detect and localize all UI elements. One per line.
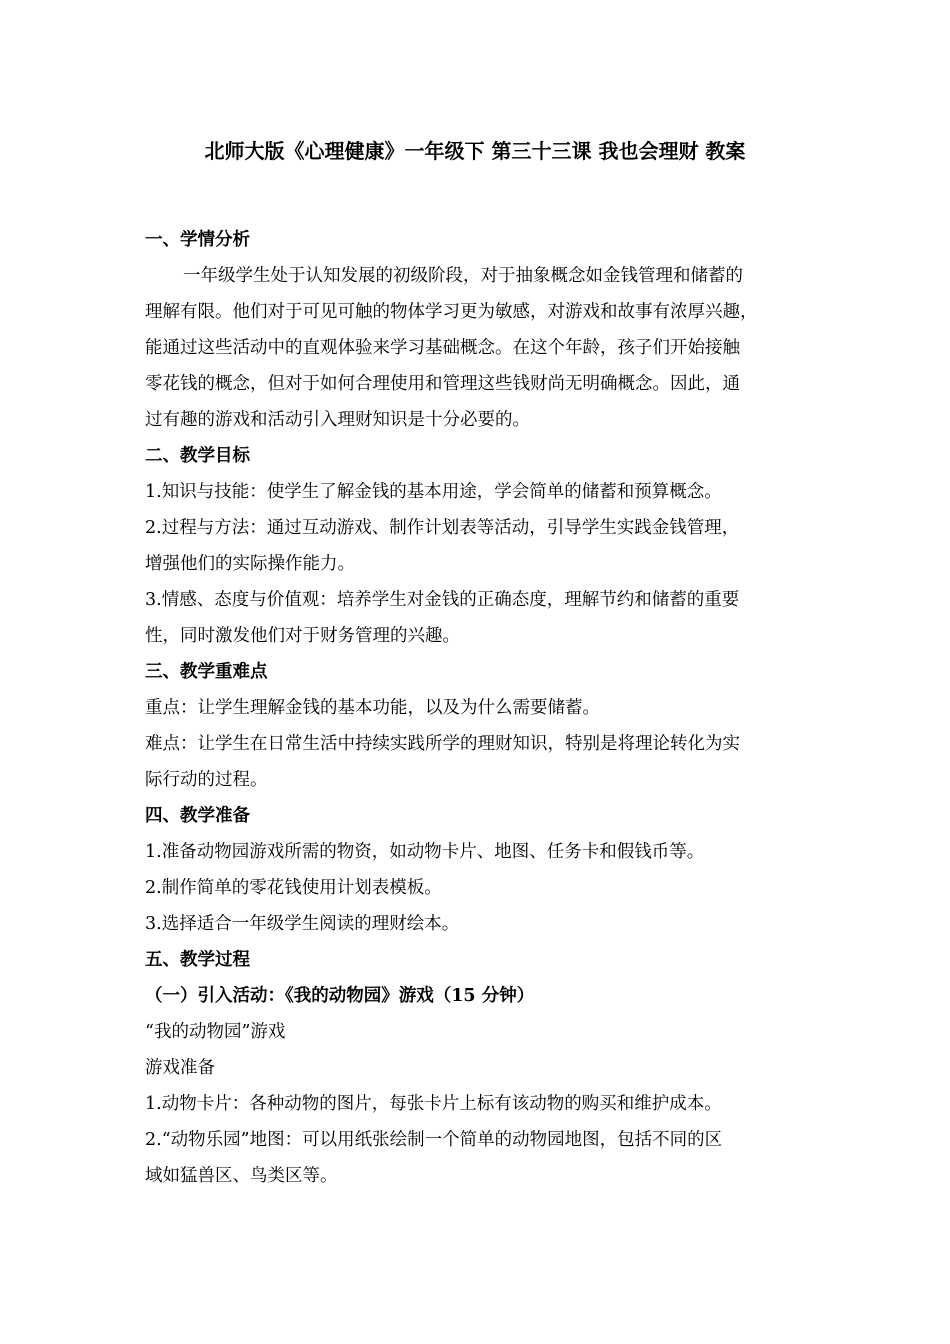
paragraph-line: 一年级学生处于认知发展的初级阶段，对于抽象概念如金钱管理和储蓄的 [183,266,743,286]
paragraph-line: 际行动的过程。 [145,770,268,790]
list-item: 域如猛兽区、鸟类区等。 [145,1166,338,1186]
list-item: 1.准备动物园游戏所需的物资，如动物卡片、地图、任务卡和假钱币等。 [145,842,705,862]
subsection-heading-intro-activity: （一）引入活动：《我的动物园》游戏（15 分钟） [145,986,535,1006]
list-item: 2.“动物乐园”地图：可以用纸张绘制一个简单的动物园地图，包括不同的区 [145,1130,723,1150]
paragraph-line: “我的动物园”游戏 [145,1022,286,1042]
list-item: 3.选择适合一年级学生阅读的理财绘本。 [145,914,460,934]
paragraph-line: 游戏准备 [145,1058,215,1078]
list-item: 1.知识与技能：使学生了解金钱的基本用途，学会简单的储蓄和预算概念。 [145,482,722,502]
paragraph-line: 零花钱的概念，但对于如何合理使用和管理这些钱财尚无明确概念。因此，通 [145,374,740,394]
list-item: 3.情感、态度与价值观：培养学生对金钱的正确态度，理解节约和储蓄的重要 [145,590,740,610]
paragraph-line: 过有趣的游戏和活动引入理财知识是十分必要的。 [145,410,530,430]
list-item: 2.过程与方法：通过互动游戏、制作计划表等活动，引导学生实践金钱管理， [145,518,740,538]
section-heading-objectives: 二、教学目标 [145,446,250,466]
list-item: 性，同时激发他们对于财务管理的兴趣。 [145,626,460,646]
paragraph-line: 难点：让学生在日常生活中持续实践所学的理财知识，特别是将理论转化为实 [145,734,740,754]
document-title: 北师大版《心理健康》一年级下 第三十三课 我也会理财 教案 [204,139,746,163]
section-heading-analysis: 一、学情分析 [145,230,250,250]
document-body [145,222,807,1194]
paragraph-line: 重点：让学生理解金钱的基本功能，以及为什么需要储蓄。 [145,698,600,718]
paragraph-line: 能通过这些活动中的直观体验来学习基础概念。在这个年龄，孩子们开始接触 [145,338,740,358]
list-item: 2.制作简单的零花钱使用计划表模板。 [145,878,442,898]
section-heading-preparation: 四、教学准备 [145,806,250,826]
list-item: 增强他们的实际操作能力。 [145,554,355,574]
paragraph-line: 理解有限。他们对于可见可触的物体学习更为敏感，对游戏和故事有浓厚兴趣， [145,302,758,322]
section-heading-key-points: 三、教学重难点 [145,662,268,682]
section-heading-process: 五、教学过程 [145,950,250,970]
list-item: 1.动物卡片：各种动物的图片，每张卡片上标有该动物的购买和维护成本。 [145,1094,722,1114]
